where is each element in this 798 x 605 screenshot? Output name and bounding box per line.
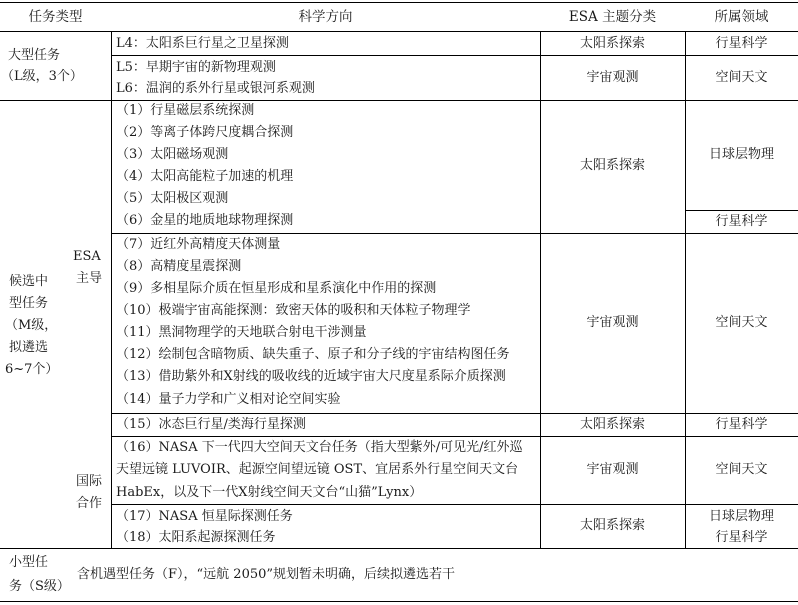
large-row-l5: L5：早期宇宙的新物理观测 [116, 60, 276, 75]
esa-cat-solar-15: 太阳系探索 [579, 417, 645, 432]
medium-label-2: 型任务 [9, 296, 49, 311]
list-item: （6）金星的地质地球物理探测 [116, 213, 294, 228]
medium-label-5: 6~7个） [5, 362, 59, 377]
large-l4-esa: 太阳系探索 [579, 36, 645, 51]
field-heliophysics-17: 日球层物理 [708, 509, 774, 524]
esa-cat-cosmic-16: 宇宙观测 [586, 462, 639, 477]
field-planetary-6: 行星科学 [715, 214, 768, 229]
list-item: （16）NASA 下一代四大空间天文台任务（指大型紫外/可见光/红外巡 [116, 440, 523, 455]
medium-label-4: 拟遴选 [9, 340, 49, 355]
rule-15 [111, 436, 798, 437]
header-esa: ESA 主题分类 [568, 9, 657, 25]
rule-field-split [685, 210, 798, 211]
list-item: （11）黑洞物理学的天地联合射电干涉测量 [116, 325, 367, 340]
large-count: （L级，3个） [1, 69, 83, 84]
large-l4-field: 行星科学 [715, 36, 768, 51]
large-l56-field: 空间天文 [715, 70, 768, 85]
header-direction: 科学方向 [298, 9, 353, 25]
list-item: （5）太阳极区观测 [116, 191, 229, 206]
rule-l4 [111, 55, 798, 56]
list-item: （12）绘制包含暗物质、缺失重子、原子和分子线的宇宙结构图任务 [116, 347, 510, 362]
field-planetary-18: 行星科学 [715, 530, 768, 545]
intl-label-1: 国际 [76, 474, 103, 489]
intl-label-2: 合作 [76, 496, 103, 511]
list-item: （4）太阳高能粒子加速的机理 [116, 169, 294, 184]
rule-esa-split [111, 233, 798, 234]
rule-intl-split [111, 413, 798, 414]
list-item: （13）借助紫外和X射线的吸收线的近域宇宙大尺度星系际介质探测 [116, 369, 506, 384]
list-item: （15）冰态巨行星/类海行星探测 [116, 417, 306, 432]
rule-medium-bottom [0, 548, 798, 549]
list-item: HabEx，以及下一代X射线空间天文台“山猫”Lynx） [116, 485, 423, 500]
list-item: （8）高精度星震探测 [116, 259, 242, 274]
small-label: 小型任 [9, 555, 49, 570]
rule-bottom [0, 601, 798, 602]
field-heliophysics: 日球层物理 [708, 147, 774, 162]
esa-lead-label-2: 主导 [76, 271, 103, 286]
field-astronomy-16: 空间天文 [715, 462, 768, 477]
vrule-col1-medium [111, 101, 112, 548]
list-item: （17）NASA 恒星际探测任务 [116, 509, 293, 524]
list-item: （2）等离子体跨尺度耦合探测 [116, 125, 294, 140]
large-row-l4: L4：太阳系巨行星之卫星探测 [116, 36, 289, 51]
vrule-col1 [111, 32, 112, 100]
list-item: （14）量子力学和广义相对论空间实验 [116, 392, 341, 407]
esa-cat-solar-17: 太阳系探索 [579, 518, 645, 533]
small-label-2: 务（S级） [9, 579, 70, 594]
rule-top [0, 2, 798, 3]
large-row-l6: L6：温润的系外行星或银河系观测 [116, 81, 315, 96]
list-item: （10）极端宇宙高能探测：致密天体的吸积和天体粒子物理学 [116, 303, 471, 318]
large-l56-esa: 宇宙观测 [586, 70, 639, 85]
medium-label-3: （M级， [5, 318, 58, 333]
rule-header [0, 31, 798, 32]
list-item: 天望远镜 LUVOIR、起源空间望远镜 OST、宜居系外行星空间天文台 [116, 462, 519, 477]
list-item: （1）行星磁层系统探测 [116, 103, 255, 118]
field-astronomy: 空间天文 [715, 315, 768, 330]
list-item: （18）太阳系起源探测任务 [116, 530, 276, 545]
rule-large-bottom [0, 100, 798, 101]
esa-lead-label-1: ESA [73, 249, 101, 264]
field-planetary-15: 行星科学 [715, 417, 768, 432]
large-label: 大型任务 [8, 48, 61, 63]
list-item: （3）太阳磁场观测 [116, 147, 229, 162]
header-field: 所属领域 [714, 9, 769, 25]
esa-cat-cosmic: 宇宙观测 [586, 315, 639, 330]
header-type: 任务类型 [28, 9, 83, 25]
rule-16 [111, 504, 798, 505]
list-item: （7）近红外高精度天体测量 [116, 237, 281, 252]
medium-label-1: 候选中 [9, 274, 49, 289]
list-item: （9）多相星际介质在恒星形成和星系演化中作用的探测 [116, 281, 437, 296]
esa-cat-solar: 太阳系探索 [579, 158, 645, 173]
small-description: 含机遇型任务（F），“远航 2050”规划暂未明确，后续拟遴选若干 [77, 567, 456, 582]
